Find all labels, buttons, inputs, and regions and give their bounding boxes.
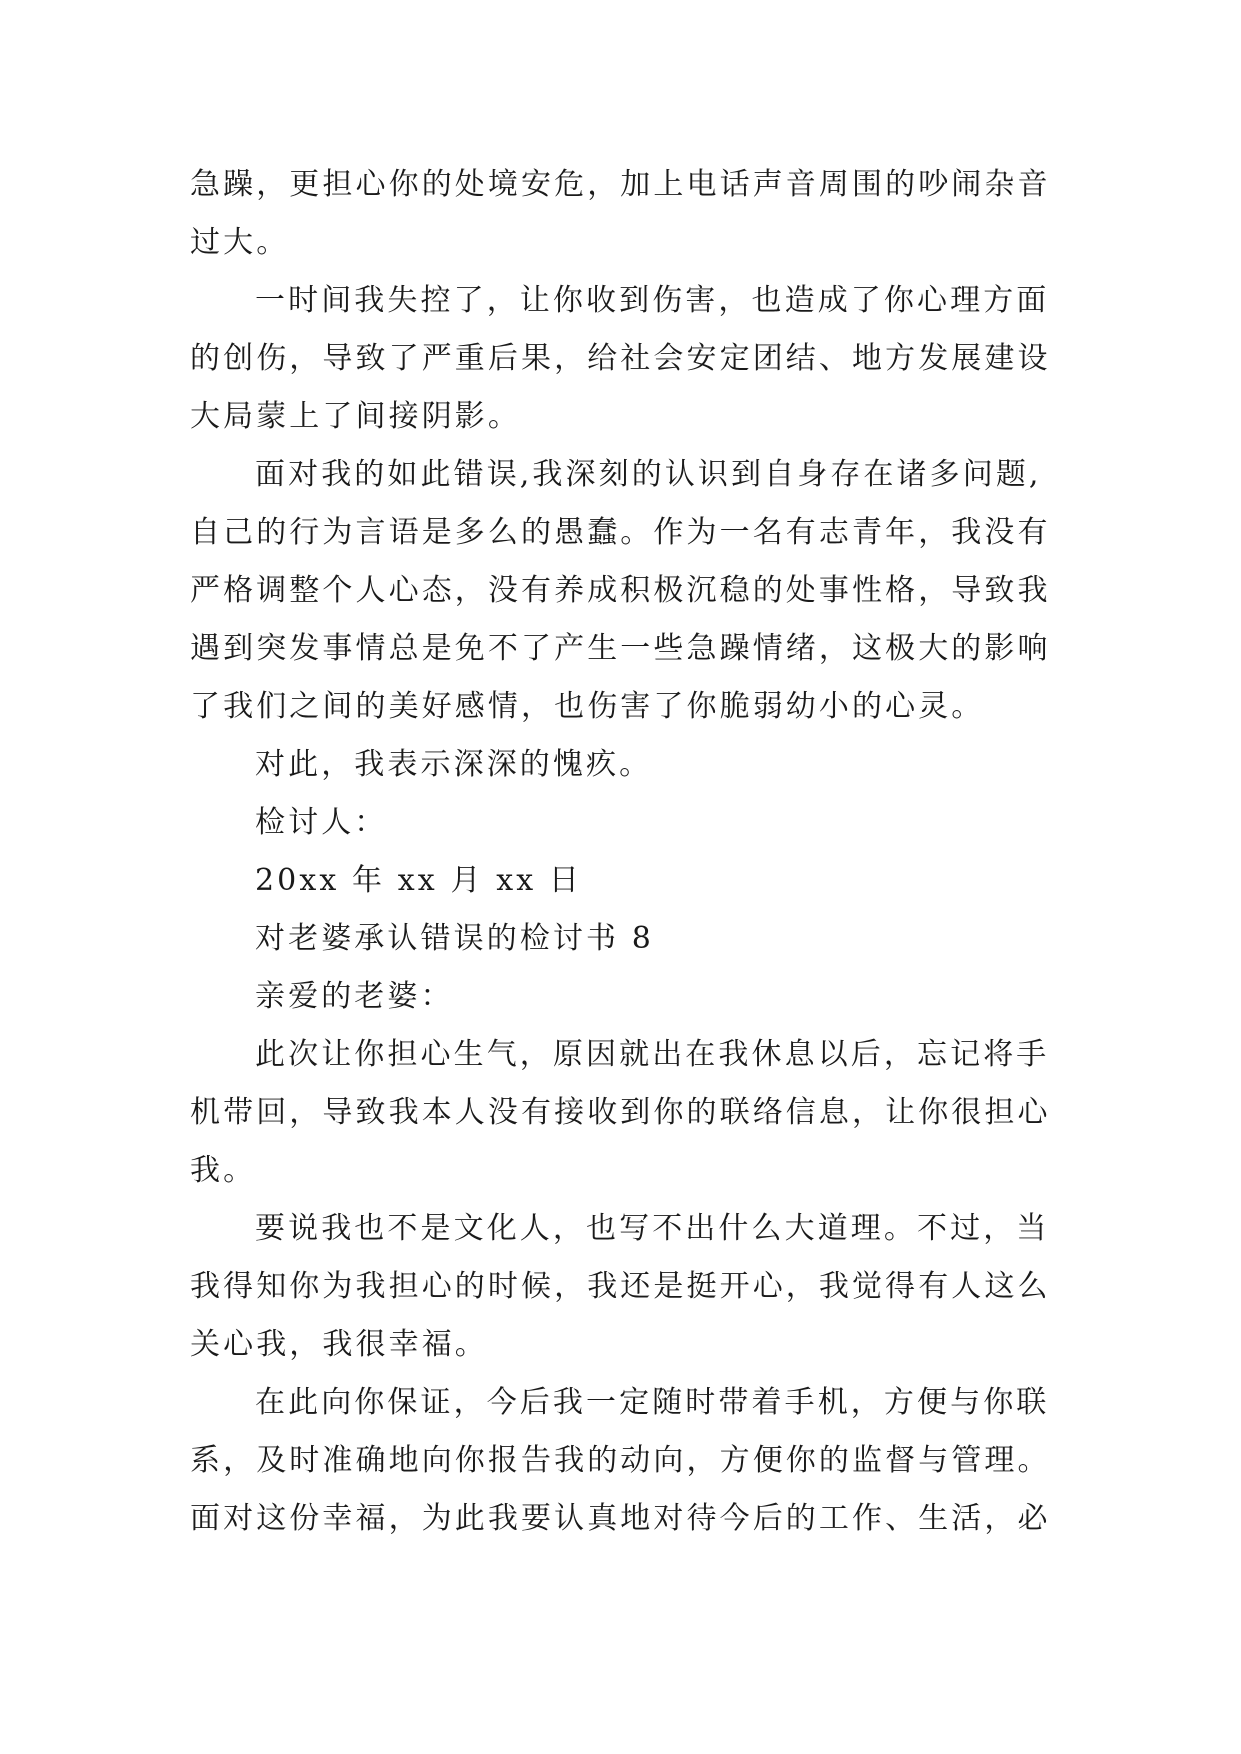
text-line: 一时间我失控了，让你收到伤害，也造成了你心理方面 [255, 283, 1050, 318]
text-line: 我。 [190, 1153, 257, 1188]
text-line: 机带回，导致我本人没有接收到你的联络信息，让你很担心 [190, 1095, 1051, 1130]
text-line: 对老婆承认错误的检讨书 8 [255, 921, 654, 956]
text-line: 亲爱的老婆： [255, 979, 454, 1014]
text-line: 了我们之间的美好感情，也伤害了你脆弱幼小的心灵。 [190, 689, 985, 724]
paragraph [190, 272, 1052, 446]
text-line: 的创伤，导致了严重后果，给社会安定团结、地方发展建设 [190, 341, 1051, 376]
text-line: 检讨人： [255, 805, 388, 840]
paragraph [190, 1026, 1052, 1200]
text-line: 在此向你保证，今后我一定随时带着手机，方便与你联 [255, 1385, 1050, 1420]
text-line: 面对我的如此错误,我深刻的认识到自身存在诸多问题, [255, 457, 1042, 492]
text-line: 此次让你担心生气，原因就出在我休息以后，忘记将手 [255, 1037, 1050, 1072]
document-body [190, 156, 1052, 1548]
text-line: 我得知你为我担心的时候，我还是挺开心，我觉得有人这么 [190, 1269, 1051, 1304]
text-line: 系，及时准确地向你报告我的动向，方便你的监督与管理。 [190, 1443, 1051, 1478]
paragraph [190, 852, 1052, 910]
text-line: 过大。 [190, 225, 290, 260]
paragraph [190, 1374, 1052, 1548]
paragraph [190, 1200, 1052, 1374]
text-line: 自己的行为言语是多么的愚蠢。作为一名有志青年，我没有 [190, 515, 1051, 550]
text-line: 20xx 年 xx 月 xx 日 [255, 863, 582, 898]
text-line: 遇到突发事情总是免不了产生一些急躁情绪，这极大的影响 [190, 631, 1051, 666]
text-line: 面对这份幸福，为此我要认真地对待今后的工作、生活，必 [190, 1501, 1051, 1536]
text-line: 大局蒙上了间接阴影。 [190, 399, 521, 434]
text-line: 要说我也不是文化人，也写不出什么大道理。不过，当 [255, 1211, 1050, 1246]
text-line: 对此，我表示深深的愧疚。 [255, 747, 653, 782]
paragraph [190, 156, 1052, 272]
paragraph [190, 968, 1052, 1026]
paragraph [190, 446, 1052, 736]
text-line: 急躁，更担心你的处境安危，加上电话声音周围的吵闹杂音 [190, 167, 1051, 202]
paragraph [190, 736, 1052, 794]
paragraph [190, 794, 1052, 852]
paragraph [190, 910, 1052, 968]
text-line: 关心我，我很幸福。 [190, 1327, 488, 1362]
text-line: 严格调整个人心态，没有养成积极沉稳的处事性格，导致我 [190, 573, 1051, 608]
